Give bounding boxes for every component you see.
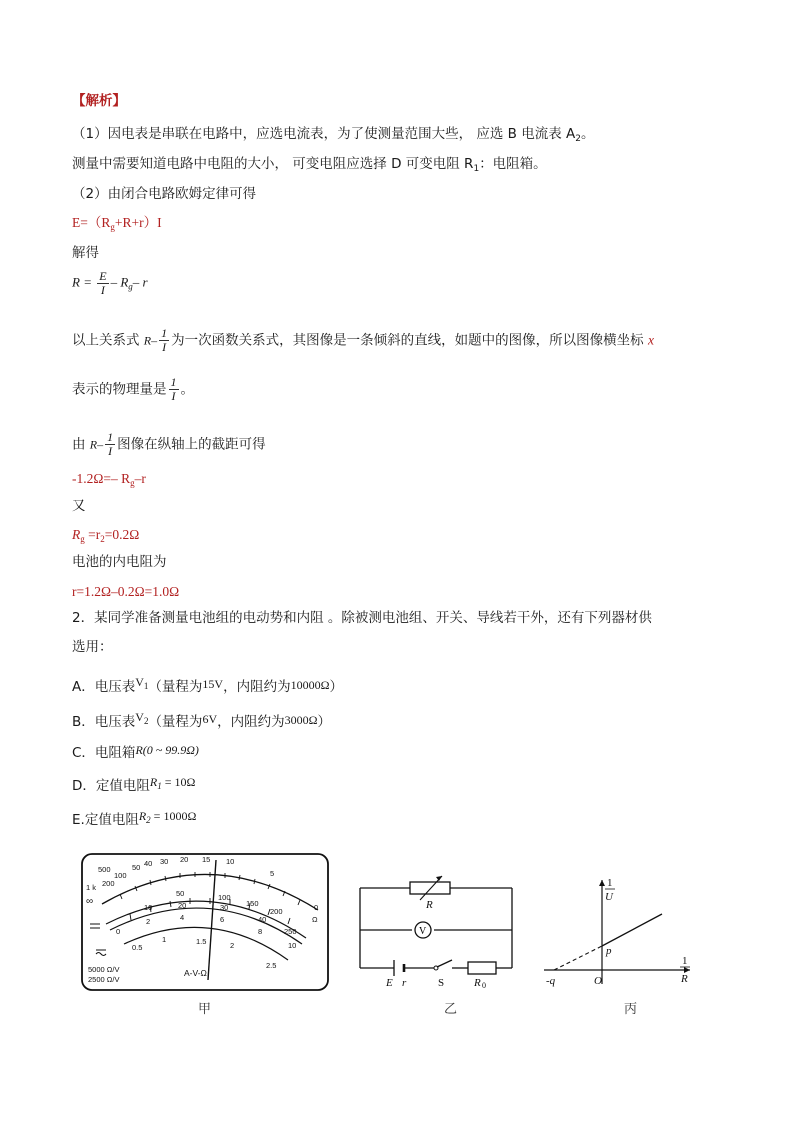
dial-label: 20 bbox=[180, 855, 189, 864]
y-axis-num: 1 bbox=[607, 877, 613, 889]
text: 图像在纵轴上的截距可得 bbox=[117, 436, 266, 453]
analysis-line-6 bbox=[72, 431, 266, 458]
dial-label: 0.5 bbox=[132, 943, 143, 952]
analysis-line-3: （2）由闭合电路欧姆定律可得 bbox=[72, 186, 257, 202]
text: （量程为 bbox=[148, 679, 203, 695]
multimeter-dial-figure bbox=[80, 852, 330, 992]
dial-label: 30 bbox=[160, 857, 169, 866]
sym: R bbox=[149, 775, 158, 789]
range-value: 6V bbox=[202, 712, 218, 726]
dial-label: ∞ bbox=[86, 896, 94, 907]
relation-prefix: R– bbox=[89, 437, 104, 452]
dial-label: 2 bbox=[146, 917, 151, 926]
equation-intercept bbox=[72, 470, 146, 492]
text: （量程为 bbox=[148, 714, 203, 730]
equation-rg bbox=[72, 526, 139, 548]
dial-label: 4 bbox=[180, 913, 185, 922]
x-axis-den: R bbox=[681, 973, 688, 985]
dial-label: 40 bbox=[144, 859, 153, 868]
y-axis-arrow bbox=[599, 880, 605, 886]
frac-num: 1 bbox=[170, 375, 177, 389]
subscript: 1 bbox=[157, 781, 162, 791]
eq-part: =0.2Ω bbox=[104, 527, 140, 542]
variable-x: x bbox=[647, 332, 654, 348]
voltmeter-symbol bbox=[135, 675, 148, 689]
intercept-p: p bbox=[606, 945, 612, 957]
graph-figure bbox=[540, 874, 700, 990]
dial-label: 10 bbox=[226, 857, 235, 866]
dial-label: 10 bbox=[144, 903, 153, 912]
fraction-e-over-i bbox=[97, 270, 108, 297]
dial-label: Ω bbox=[312, 915, 318, 924]
dial-label: 40 bbox=[258, 915, 267, 924]
subscript: 2 bbox=[575, 134, 581, 144]
label-s: S bbox=[438, 977, 445, 988]
resistor-r0 bbox=[468, 962, 496, 974]
frac-den: I bbox=[162, 340, 167, 354]
text: 以上关系式 bbox=[72, 332, 140, 349]
text: ，内阻约为 bbox=[217, 714, 285, 730]
sym: V bbox=[135, 710, 144, 724]
dial-label: 0 bbox=[116, 927, 121, 936]
analysis-heading: 【解析】 bbox=[72, 93, 126, 109]
dial-label: 200 bbox=[102, 879, 115, 888]
circuit-diagram-figure bbox=[350, 868, 520, 988]
meter-needle bbox=[208, 860, 216, 980]
ohm-scale-arc bbox=[102, 874, 318, 910]
option-a bbox=[72, 673, 343, 696]
analysis-line-5 bbox=[72, 376, 194, 403]
frac-num: 1 bbox=[107, 430, 114, 444]
text: 。 bbox=[180, 381, 194, 398]
arrow-head bbox=[436, 876, 442, 881]
dial-label: 2500 Ω/V bbox=[88, 975, 120, 984]
solve-label: 解得 bbox=[72, 245, 99, 261]
dial-label: 0 bbox=[314, 903, 319, 912]
value: = 10Ω bbox=[161, 775, 196, 789]
label-r0: R bbox=[474, 977, 481, 988]
rheostat-r bbox=[410, 882, 450, 894]
figure-caption-bing: 丙 bbox=[624, 1002, 638, 1017]
subscript: 1 bbox=[473, 164, 480, 174]
dial-label: 15 bbox=[202, 855, 211, 864]
eq-part: +R+r）I bbox=[114, 215, 162, 230]
dial-label: 150 bbox=[246, 899, 259, 908]
frac-num: 1 bbox=[161, 326, 168, 340]
figure-caption-yi: 乙 bbox=[444, 1002, 458, 1017]
subscript: g bbox=[128, 281, 133, 292]
dial-label: 10 bbox=[288, 941, 297, 950]
dial-label: 2.5 bbox=[266, 961, 277, 970]
text: ） bbox=[329, 679, 344, 695]
dial-label: 50 bbox=[176, 889, 185, 898]
subscript: g bbox=[80, 534, 85, 544]
analysis-line-2 bbox=[72, 155, 547, 178]
resistor-r1 bbox=[150, 775, 196, 789]
dial-label: 30 bbox=[220, 903, 229, 912]
option-d bbox=[72, 773, 195, 795]
question-2-line-2: 选用： bbox=[72, 639, 113, 655]
eq-part: – R bbox=[110, 274, 129, 290]
dial-label: 500 bbox=[98, 865, 111, 874]
subscript: 2 bbox=[143, 716, 149, 726]
x-axis-num: 1 bbox=[682, 955, 688, 967]
analysis-line-4 bbox=[72, 327, 654, 354]
circuit-wires bbox=[360, 888, 512, 968]
option-c bbox=[72, 741, 199, 762]
resistor-box-range: R(0 ~ 99.9Ω) bbox=[135, 743, 199, 757]
option-e bbox=[72, 807, 196, 829]
eq-part: -1.2Ω=– R bbox=[72, 471, 131, 486]
text: 由 bbox=[72, 436, 86, 453]
extrapolated-line bbox=[554, 946, 602, 970]
subscript: 2 bbox=[100, 534, 105, 544]
question-2-line-1: 2．某同学准备测量电池组的电动势和内阻 。除被测电池组、开关、导线若干外，还有下列器材供 bbox=[72, 610, 652, 626]
value: = 1000Ω bbox=[150, 809, 197, 823]
internal-resistance-label: 电池的内电阻为 bbox=[72, 554, 167, 570]
option-label: C．电阻箱 bbox=[72, 745, 136, 761]
dial-label: 5 bbox=[270, 869, 275, 878]
resistance-value: 3000Ω bbox=[284, 713, 318, 727]
equation-emf bbox=[72, 214, 162, 236]
dial-label: 100 bbox=[218, 893, 231, 902]
dc-ac-symbols bbox=[90, 924, 106, 956]
text: ，内阻约为 bbox=[223, 679, 291, 695]
label-r-internal: r bbox=[402, 977, 407, 988]
equation-r-result: r=1.2Ω–0.2Ω=1.0Ω bbox=[72, 584, 180, 599]
dial-label: 250 bbox=[284, 927, 297, 936]
eq-part: –r bbox=[134, 471, 146, 486]
analysis-line-2-text: 测量中需要知道电路中电阻的大小， 可变电阻应选择 D 可变电阻 R bbox=[72, 156, 474, 172]
frac-den: I bbox=[171, 389, 176, 403]
fraction-1-over-i bbox=[105, 431, 115, 458]
label-r0-sub: 0 bbox=[482, 981, 486, 988]
intercept-q: -q bbox=[546, 975, 556, 987]
sym: R bbox=[138, 809, 147, 823]
resistor-r2 bbox=[139, 809, 197, 823]
frac-den: I bbox=[108, 444, 113, 458]
subscript: 2 bbox=[146, 815, 151, 825]
equation-r bbox=[72, 270, 148, 297]
dial-label: 8 bbox=[258, 927, 263, 936]
dial-label: 2 bbox=[230, 941, 235, 950]
option-label: B．电压表 bbox=[72, 714, 136, 730]
origin-o: O bbox=[594, 975, 602, 987]
text: 表示的物理量是 bbox=[72, 381, 167, 398]
option-label: D．定值电阻 bbox=[72, 778, 150, 794]
option-label: E.定值电阻 bbox=[72, 812, 139, 828]
circuit-labels bbox=[385, 899, 486, 988]
text: ） bbox=[317, 714, 332, 730]
fraction-1-over-i bbox=[169, 376, 179, 403]
data-line bbox=[602, 914, 662, 946]
analysis-line-2-end: ：电阻箱。 bbox=[479, 156, 547, 172]
eq-part: E=（R bbox=[72, 215, 111, 230]
analysis-line-1-end: 。 bbox=[580, 126, 595, 142]
label-e: E bbox=[386, 977, 393, 988]
eq-part: R = bbox=[72, 274, 92, 290]
also-label: 又 bbox=[72, 498, 86, 514]
dial-label: 50 bbox=[132, 863, 141, 872]
subscript: 1 bbox=[143, 681, 149, 691]
voltmeter-symbol bbox=[135, 710, 148, 724]
option-b bbox=[72, 708, 331, 731]
eq-part: R bbox=[72, 527, 81, 542]
dial-label: 6 bbox=[220, 915, 225, 924]
subscript: g bbox=[110, 222, 115, 232]
dial-label: 100 bbox=[114, 871, 127, 880]
relation-prefix: R– bbox=[143, 333, 158, 348]
y-axis-den: U bbox=[605, 891, 613, 903]
option-label: A．电压表 bbox=[72, 679, 136, 695]
frac-num: E bbox=[99, 269, 107, 283]
dial-label: 1 bbox=[162, 935, 167, 944]
subscript: g bbox=[130, 478, 135, 488]
dial-label: 5000 Ω/V bbox=[88, 965, 120, 974]
dial-label: 20 bbox=[178, 901, 187, 910]
resistance-value: 10000Ω bbox=[290, 678, 330, 692]
eq-part: – r bbox=[132, 274, 148, 290]
dial-label: 200 bbox=[270, 907, 283, 916]
sym: V bbox=[135, 675, 144, 689]
range-value: 15V bbox=[202, 677, 224, 691]
figure-caption-jia: 甲 bbox=[198, 1002, 212, 1017]
voltmeter-label: V bbox=[419, 926, 427, 937]
frac-den: I bbox=[100, 283, 105, 297]
eq-part: =r bbox=[84, 527, 101, 542]
analysis-line-1 bbox=[72, 125, 594, 148]
label-r: R bbox=[426, 899, 433, 911]
fraction-1-over-i bbox=[159, 327, 169, 354]
dial-label: A-V-Ω bbox=[184, 968, 207, 978]
text: 为一次函数关系式，其图像是一条倾斜的直线，如题中的图像，所以图像横坐标 bbox=[171, 332, 644, 349]
switch-lever bbox=[437, 960, 452, 967]
analysis-line-1-text: （1）因电表是串联在电路中，应选电流表，为了使测量范围大些， 应选 B 电流表 A bbox=[72, 126, 576, 142]
dial-label: 1 k bbox=[86, 883, 97, 892]
dial-label: 1.5 bbox=[196, 937, 207, 946]
